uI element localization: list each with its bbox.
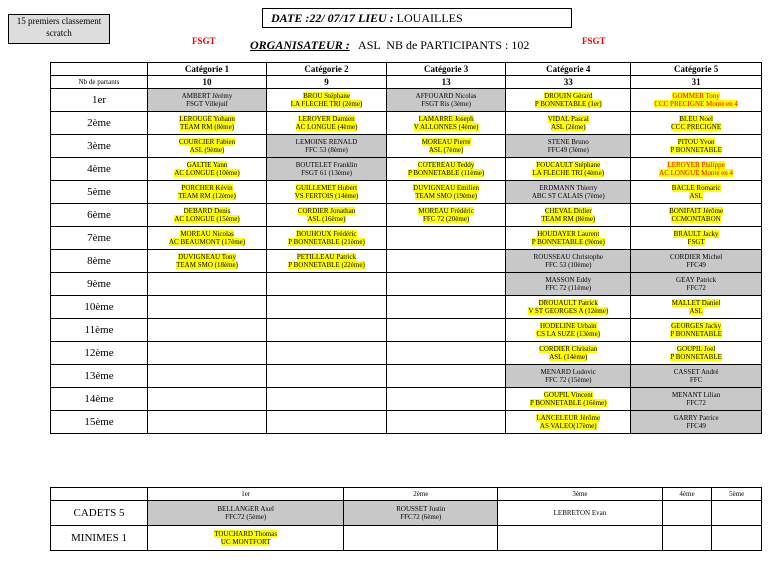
result-cell: COURCIER Fabien ASL (9ème) xyxy=(148,135,267,158)
result-cell: LANCELEUR Jérôme AS VALEO(17ème) xyxy=(506,411,631,434)
result-cell xyxy=(386,273,505,296)
place-label: 10ème xyxy=(51,296,148,319)
result-cell: ROUSSEAU Christophe FFC 53 (10ème) xyxy=(506,250,631,273)
place-row xyxy=(51,342,762,365)
result-cell xyxy=(148,411,267,434)
place-row xyxy=(51,158,762,181)
place-label: 5ème xyxy=(51,181,148,204)
place-label: 13ème xyxy=(51,365,148,388)
starters-count: 31 xyxy=(631,76,762,89)
result-cell xyxy=(267,388,387,411)
result-cell: LEROUGE Yohann TEAM RM (8ème) xyxy=(148,112,267,135)
result-cell xyxy=(386,227,505,250)
result-cell: GALTIE Yann AC LONGUE (10ème) xyxy=(148,158,267,181)
result-cell xyxy=(386,411,505,434)
category-header: Catégorie 1 xyxy=(148,63,267,76)
result-cell: BOUTELET Franklin FSGT 61 (13ème) xyxy=(267,158,387,181)
result-cell: CORDIER Michel FFC49 xyxy=(631,250,762,273)
result-cell: ROUSSET Justin FFC72 (6ème) xyxy=(344,501,498,526)
result-cell: BLEU Noel CCC PRECIGNE xyxy=(631,112,762,135)
result-cell: MASSON Eddy FFC 72 (11ème) xyxy=(506,273,631,296)
place-row xyxy=(51,135,762,158)
result-cell xyxy=(386,319,505,342)
place-row xyxy=(51,365,762,388)
result-cell: BROU Stéphane LA FLECHE TRI (2ème) xyxy=(267,89,387,112)
header-box: DATE :22/ 07/17 LIEU : LOUAILLES xyxy=(262,8,572,28)
result-cell xyxy=(267,296,387,319)
result-cell: LEMOINE RENALD FFC 53 (8ème) xyxy=(267,135,387,158)
result-cell xyxy=(267,411,387,434)
result-cell xyxy=(386,342,505,365)
place-row xyxy=(51,227,762,250)
place-label: 15ème xyxy=(51,411,148,434)
place-row xyxy=(51,181,762,204)
result-cell xyxy=(148,388,267,411)
result-cell xyxy=(344,526,498,551)
result-cell: AFFOUARD Nicolas FSGT Ris (3ème) xyxy=(386,89,505,112)
result-cell xyxy=(662,501,712,526)
result-cell: HODELINE Urbain CS LA SUZE (13ème) xyxy=(506,319,631,342)
result-cell xyxy=(148,365,267,388)
org-line: ORGANISATEUR : ASL NB de PARTICIPANTS : 102 xyxy=(250,38,530,52)
starters-count: 33 xyxy=(506,76,631,89)
youth-table xyxy=(50,487,762,551)
result-cell: VIDAL Pascal ASL (2ème) xyxy=(506,112,631,135)
result-cell xyxy=(662,526,712,551)
place-label: 3ème xyxy=(51,135,148,158)
result-cell xyxy=(148,296,267,319)
category-header: Catégorie 5 xyxy=(631,63,762,76)
corner-cell xyxy=(51,63,148,76)
position-header: 4ème xyxy=(662,488,712,501)
place-row xyxy=(51,388,762,411)
category-header: Catégorie 4 xyxy=(506,63,631,76)
result-cell: DUVIGNEAU Emilien TEAM SMO (19ème) xyxy=(386,181,505,204)
logo-right: FSGT xyxy=(582,36,606,46)
result-cell: BONIFAIT Jérôme CCMONTABON xyxy=(631,204,762,227)
starters-count: 9 xyxy=(267,76,387,89)
result-cell: DUVIGNEAU Tony TEAM SMO (18ème) xyxy=(148,250,267,273)
result-cell: BACLE Romaric ASL xyxy=(631,181,762,204)
result-cell: PETILLEAU Patrick P BONNETABLE (22ème) xyxy=(267,250,387,273)
result-cell: STENE Bruno FFC49 (3ème) xyxy=(506,135,631,158)
result-cell: MOREAU Pierre ASL (7ème) xyxy=(386,135,505,158)
result-cell xyxy=(386,250,505,273)
result-cell xyxy=(267,365,387,388)
badge: 15 premiers classement scratch xyxy=(8,14,110,44)
result-cell: BELLANGER Axel FFC72 (5ème) xyxy=(148,501,344,526)
result-cell: AMBERT Jérémy FSGT Villejuif xyxy=(148,89,267,112)
result-cell: LAMARRE Joseph V ALLONNES (4ème) xyxy=(386,112,505,135)
result-cell: MENARD Ludovic FFC 72 (15ème) xyxy=(506,365,631,388)
place-label: 4ème xyxy=(51,158,148,181)
result-cell: HOUDAYER Laurent P BONNETABLE (9ème) xyxy=(506,227,631,250)
result-cell: DROUAULT Patrick V ST GEORGES A (12ème) xyxy=(506,296,631,319)
place-label: 2ème xyxy=(51,112,148,135)
starters-count: 13 xyxy=(386,76,505,89)
result-cell: TOUCHARD Thomas UC MONTFORT xyxy=(148,526,344,551)
place-row xyxy=(51,319,762,342)
place-label: 11ème xyxy=(51,319,148,342)
place-row xyxy=(51,112,762,135)
category-header: Catégorie 2 xyxy=(267,63,387,76)
place-label: 14ème xyxy=(51,388,148,411)
youth-label: CADETS 5 xyxy=(51,501,148,526)
result-cell: PORCHER Kévin TEAM RM (12ème) xyxy=(148,181,267,204)
result-cell: GARRY Patrice FFC49 xyxy=(631,411,762,434)
youth-label: MINIMES 1 xyxy=(51,526,148,551)
result-cell: ERDMANN Thierry ABC ST CALAIS (7ème) xyxy=(506,181,631,204)
place-row xyxy=(51,250,762,273)
result-cell xyxy=(148,342,267,365)
result-cell: MENANT Lilian FFC72 xyxy=(631,388,762,411)
place-label: 8ème xyxy=(51,250,148,273)
result-cell: LEBRETON Evan xyxy=(498,501,662,526)
category-header: Catégorie 3 xyxy=(386,63,505,76)
result-cell xyxy=(498,526,662,551)
logo-left: FSGT xyxy=(192,36,216,46)
place-label: 6ème xyxy=(51,204,148,227)
starters-label: Nb de partants xyxy=(51,76,148,89)
result-cell xyxy=(267,319,387,342)
result-cell xyxy=(148,319,267,342)
result-cell: GUILLEMET Hubert VS FERTOIS (14ème) xyxy=(267,181,387,204)
position-header: 2ème xyxy=(344,488,498,501)
result-cell: BRAULT Jacky FSGT xyxy=(631,227,762,250)
place-row xyxy=(51,296,762,319)
place-label: 1er xyxy=(51,89,148,112)
result-cell xyxy=(386,388,505,411)
position-header: 1er xyxy=(148,488,344,501)
result-cell xyxy=(712,526,762,551)
result-cell: MALLET Daniel ASL xyxy=(631,296,762,319)
result-cell: DEBARD Denis AC LONGUE (15ème) xyxy=(148,204,267,227)
result-cell: MOREAU Nicolas AC BEAUMONT (17ème) xyxy=(148,227,267,250)
result-cell: GOUPIL Joel P BONNETABLE xyxy=(631,342,762,365)
result-cell: GEAY Patrick FFC72 xyxy=(631,273,762,296)
result-cell xyxy=(386,296,505,319)
result-cell: CORDIER Christian ASL (14ème) xyxy=(506,342,631,365)
place-label: 9ème xyxy=(51,273,148,296)
place-label: 7ème xyxy=(51,227,148,250)
result-cell: BOUHOUX Frédéric P BONNETABLE (21ème) xyxy=(267,227,387,250)
place-row xyxy=(51,411,762,434)
result-cell xyxy=(712,501,762,526)
place-row xyxy=(51,89,762,112)
result-cell xyxy=(267,342,387,365)
position-header: 5ème xyxy=(712,488,762,501)
result-cell: MOREAU Frédéric FFC 72 (20ème) xyxy=(386,204,505,227)
result-cell xyxy=(386,365,505,388)
result-cell: FOUCAULT Stéphane LA FLECHE TRI (4ème) xyxy=(506,158,631,181)
result-cell: GEORGES Jacky P BONNETABLE xyxy=(631,319,762,342)
result-cell: GOMMER Tony CCC PRECIGNE Monte en 4 xyxy=(631,89,762,112)
results-table xyxy=(50,62,762,434)
result-cell xyxy=(267,273,387,296)
result-cell: PITOU Yvon P BONNETABLE xyxy=(631,135,762,158)
result-cell: CORDIER Jonathan ASL (16ème) xyxy=(267,204,387,227)
result-cell: DROUIN Gérard P BONNETABLE (1er) xyxy=(506,89,631,112)
result-cell: LEROYER Damien AC LONGUE (4ème) xyxy=(267,112,387,135)
result-cell: CHEVAL Didier TEAM RM (8ème) xyxy=(506,204,631,227)
result-cell: COTEREAU Teddy P BONNETABLE (11ème) xyxy=(386,158,505,181)
result-cell: GOUPIL Vincent P BONNETABLE (16ème) xyxy=(506,388,631,411)
position-header: 3ème xyxy=(498,488,662,501)
result-cell: CASSET André FFC xyxy=(631,365,762,388)
place-row xyxy=(51,204,762,227)
place-label: 12ème xyxy=(51,342,148,365)
result-cell: LEROYER Philippe AC LONGUE Monte en 4 xyxy=(631,158,762,181)
place-row xyxy=(51,273,762,296)
result-cell xyxy=(148,273,267,296)
starters-count: 10 xyxy=(148,76,267,89)
